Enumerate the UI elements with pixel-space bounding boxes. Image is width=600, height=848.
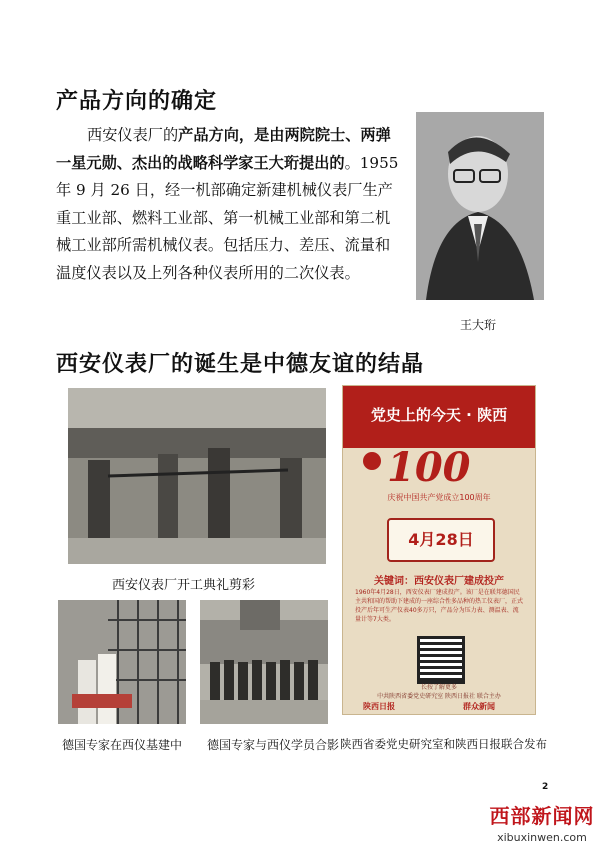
poster-body: 1960年4月28日，西安仪表厂建成投产。该厂是在联邦德国民主共和国的帮助下建成的一座综合性多品种的热工仪表厂，正式投产后年可生产仪表40多万只，产品分为压力表、测温表、流量计等7大类。 [355,589,524,623]
site-logo[interactable] [487,800,597,844]
portrait-caption: 王大珩 [460,318,497,332]
anniversary-poster [342,385,536,715]
site-logo-brand: 西部新闻网 [489,804,595,828]
poster-sponsor: 中共陕西省委党史研究室 陕西日报社 联合主办 [377,693,501,700]
poster-number: 100 [387,444,471,491]
ribbon-cutting-photo [68,388,326,564]
portrait-photo [416,112,544,300]
scaffolding-caption: 德国专家在西仪基建中 [62,738,183,752]
scaffolding-photo [58,600,186,724]
poster-date: 4月28日 [387,518,495,562]
section-title-friendship: 西安仪表厂的诞生是中德友谊的结晶 [56,352,425,377]
qr-code-icon [417,636,465,684]
group-photo [200,600,328,724]
poster-qr-label: 长按了解更多 [420,684,457,691]
page-number: 2 [542,782,549,792]
site-logo-url: xibuxinwen.com [497,831,587,844]
ribbon-cutting-caption: 西安仪表厂开工典礼剪彩 [112,578,256,593]
group-photo-caption: 德国专家与西仪学员合影 [207,738,340,752]
poster-keyword: 关键词：西安仪表厂建成投产 [374,576,504,587]
poster-subtitle: 庆祝中国共产党成立100周年 [387,493,491,502]
poster-logo-shaanxi-daily: 陕西日报 [363,702,395,711]
party-emblem-icon [363,452,381,470]
poster-logo-qunzhong: 群众新闻 [463,702,495,711]
section-title-product-direction: 产品方向的确定 [56,89,218,114]
product-direction-paragraph: 西安仪表厂的产品方向，是由两院院士、两弹 一星元勋、杰出的战略科学家王大珩提出的。1955 年 9 月 26 日，经一机部确定新建机械仪表厂生产 重工业部、燃料工业部、第一机械工业部和第二机 械工业部所需机械仪表。包括压力、差压、流量和 温度仪表以及上列各种仪表所用的二次仪表。 [56,126,399,282]
poster-caption: 陕西省委党史研究室和陕西日报联合发布 [340,737,547,751]
poster-header: 党史上的今天 · 陕西 [370,406,508,424]
